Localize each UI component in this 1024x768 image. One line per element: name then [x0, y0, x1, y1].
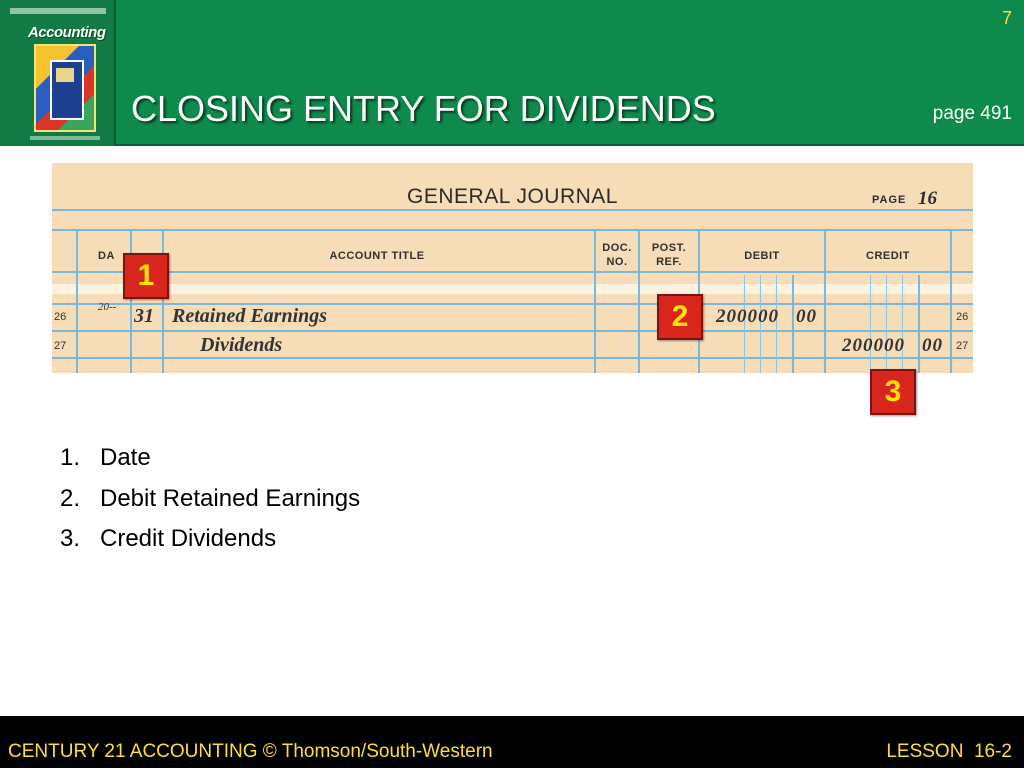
callout-2: 2: [657, 294, 703, 340]
steps-list: [60, 444, 360, 566]
journal-rule: [52, 209, 973, 211]
cover-decoration: [10, 8, 106, 14]
line-number: 27: [54, 340, 67, 352]
journal-debit-amount: 200000: [716, 306, 779, 327]
col-header-debit: DEBIT: [744, 250, 780, 262]
journal-money-rule: [870, 275, 871, 373]
col-header-post-ref: POST. REF.: [651, 242, 687, 268]
callout-3: 3: [870, 369, 916, 415]
journal-title: GENERAL JOURNAL: [407, 185, 618, 208]
journal-column-rule: [950, 231, 952, 373]
journal-day: 31: [134, 305, 154, 327]
col-header-account-title: ACCOUNT TITLE: [329, 250, 425, 262]
journal-rule: [52, 271, 973, 273]
journal-column-rule: [76, 231, 78, 373]
journal-money-rule: [902, 275, 903, 373]
line-number: 26: [956, 311, 969, 323]
step-text: Debit Retained Earnings: [100, 484, 361, 512]
journal-page-label: PAGE: [872, 194, 907, 206]
line-number: 27: [956, 340, 969, 352]
list-item: [60, 444, 360, 485]
list-item: [60, 485, 360, 526]
cover-art-icon: [34, 44, 96, 132]
footer-copyright: CENTURY 21 ACCOUNTING © Thomson/South-Western: [8, 741, 493, 762]
col-header-credit: CREDIT: [866, 250, 910, 262]
journal-money-rule: [918, 275, 920, 373]
journal-credit-cents: 00: [922, 335, 943, 356]
journal-rule: [52, 229, 973, 231]
line-number: 26: [54, 311, 67, 323]
step-number: 3.: [60, 525, 81, 552]
textbook-cover-image: [0, 0, 116, 146]
journal-credit-amount: 200000: [842, 335, 905, 356]
slide-header: [0, 0, 1024, 146]
col-header-doc-no: DOC. NO.: [602, 242, 632, 268]
page-reference: page 491: [932, 103, 1012, 124]
callout-1: 1: [123, 253, 169, 299]
journal-money-rule: [792, 275, 794, 373]
step-number: 1.: [60, 444, 81, 471]
journal-account: Dividends: [200, 334, 283, 356]
step-number: 2.: [60, 484, 81, 512]
footer-lesson: LESSON 16-2: [886, 741, 1012, 762]
journal-account: Retained Earnings: [172, 305, 328, 327]
col-header-date: DA: [98, 250, 115, 262]
journal-rule: [52, 330, 973, 332]
journal-year: 20--: [98, 301, 117, 313]
step-text: Date: [100, 444, 151, 471]
general-journal-image: [52, 163, 973, 373]
cover-decoration: [30, 136, 100, 140]
journal-page-number: 16: [918, 188, 937, 209]
list-item: [60, 525, 360, 566]
step-text: Credit Dividends: [100, 525, 277, 552]
journal-highlight-band: [52, 284, 973, 294]
journal-money-rule: [886, 275, 887, 373]
slide-title: CLOSING ENTRY FOR DIVIDENDS: [131, 88, 716, 129]
journal-rule: [52, 357, 973, 359]
slide-footer: [0, 716, 1024, 768]
cover-title: Accounting: [28, 24, 106, 41]
slide-number: 7: [1001, 8, 1012, 28]
journal-debit-cents: 00: [796, 306, 817, 327]
